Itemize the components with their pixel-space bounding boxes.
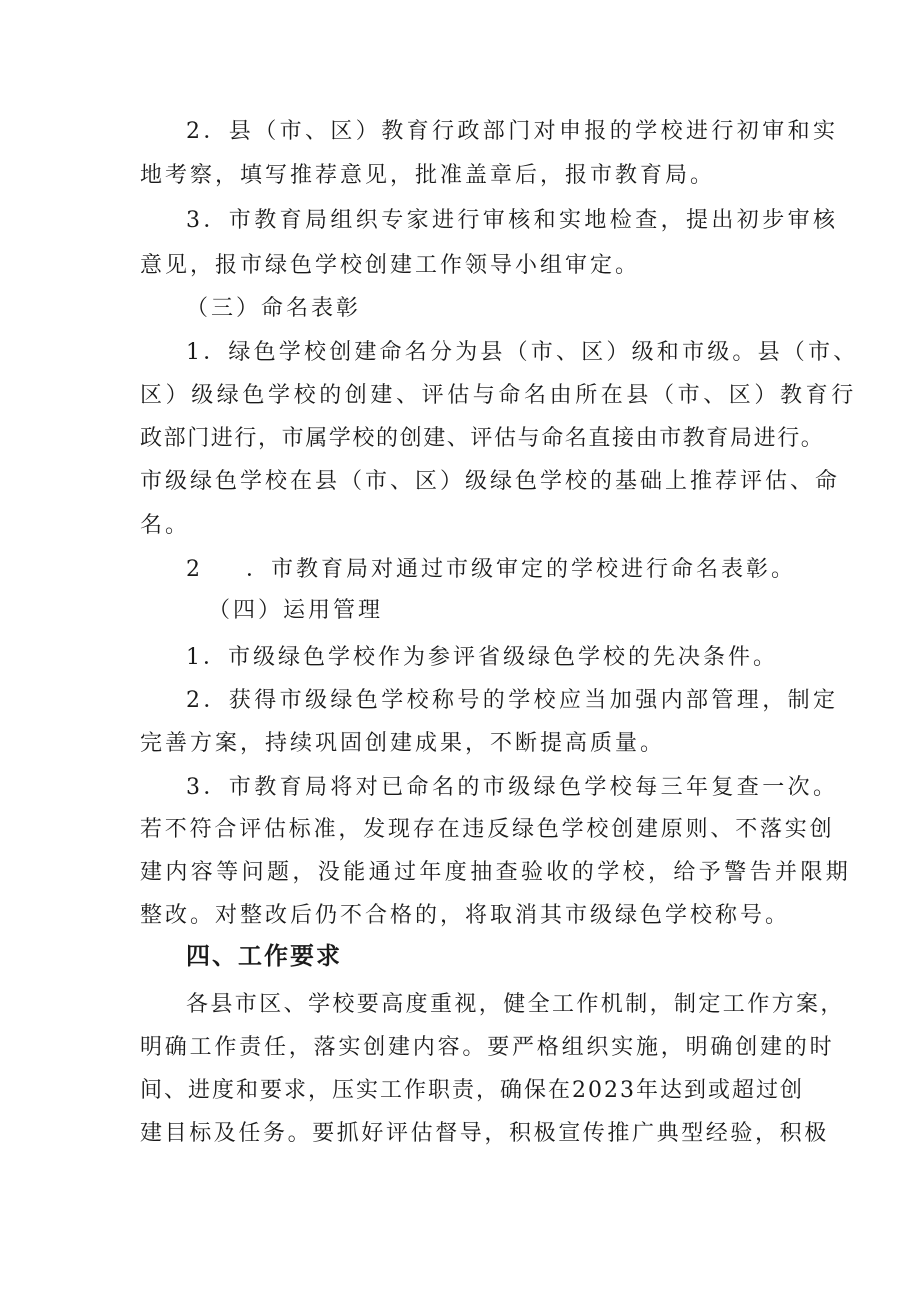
item-text: ．市教育局对通过市级审定的学校进行命名表彰。 <box>246 557 797 582</box>
paragraph-line: 政部门进行，市属学校的创建、评估与命名直接由市教育局进行。 <box>140 426 825 451</box>
paragraph-line: 整改。对整改后仍不合格的，将取消其市级绿色学校称号。 <box>140 903 791 928</box>
paragraph-line: 3．市教育局组织专家进行审核和实地检查，提出初步审核 <box>186 208 839 233</box>
paragraph-line: 区）级绿色学校的创建、评估与命名由所在县（市、区）教育行 <box>140 383 857 408</box>
paragraph-line: 意见，报市绿色学校创建工作领导小组审定。 <box>140 253 641 278</box>
paragraph-line: 3．市教育局将对已命名的市级绿色学校每三年复查一次。 <box>186 775 839 800</box>
paragraph-line: 各县市区、学校要高度重视，健全工作机制，制定工作方案， <box>186 992 845 1017</box>
paragraph-line: 1．绿色学校创建命名分为县（市、区）级和市级。县（市、 <box>186 340 859 365</box>
subsection-heading: （三）命名表彰 <box>186 296 362 321</box>
section-heading: 四、工作要求 <box>186 942 342 970</box>
subsection-heading: （四）运用管理 <box>208 598 384 623</box>
paragraph-line: 明确工作责任，落实创建内容。要严格组织实施，明确创建的时 <box>140 1035 835 1060</box>
paragraph-line: 市级绿色学校在县（市、区）级绿色学校的基础上推荐评估、命 <box>140 469 841 494</box>
paragraph-line: 地考察，填写推荐意见，批准盖章后，报市教育局。 <box>140 163 716 188</box>
paragraph-line: 1．市级绿色学校作为参评省级绿色学校的先决条件。 <box>186 645 778 670</box>
paragraph-line: 完善方案，持续巩固创建成果，不断提高质量。 <box>140 731 666 756</box>
paragraph-line: 间、进度和要求，压实工作职责，确保在2023年达到或超过创 <box>140 1078 804 1103</box>
paragraph-line: 名。 <box>140 513 191 538</box>
paragraph-line <box>186 555 796 585</box>
paragraph-line: 建内容等问题，没能通过年度抽查验收的学校，给予警告并限期 <box>140 860 852 885</box>
item-number: 2 <box>186 557 203 582</box>
paragraph-line: 2．县（市、区）教育行政部门对申报的学校进行初审和实 <box>186 119 839 144</box>
paragraph-line: 若不符合评估标准，发现存在违反绿色学校创建原则、不落实创 <box>140 817 835 842</box>
paragraph-line: 2．获得市级绿色学校称号的学校应当加强内部管理，制定 <box>186 688 839 713</box>
paragraph-line: 建目标及任务。要抓好评估督导，积极宣传推广典型经验，积极 <box>140 1121 829 1146</box>
